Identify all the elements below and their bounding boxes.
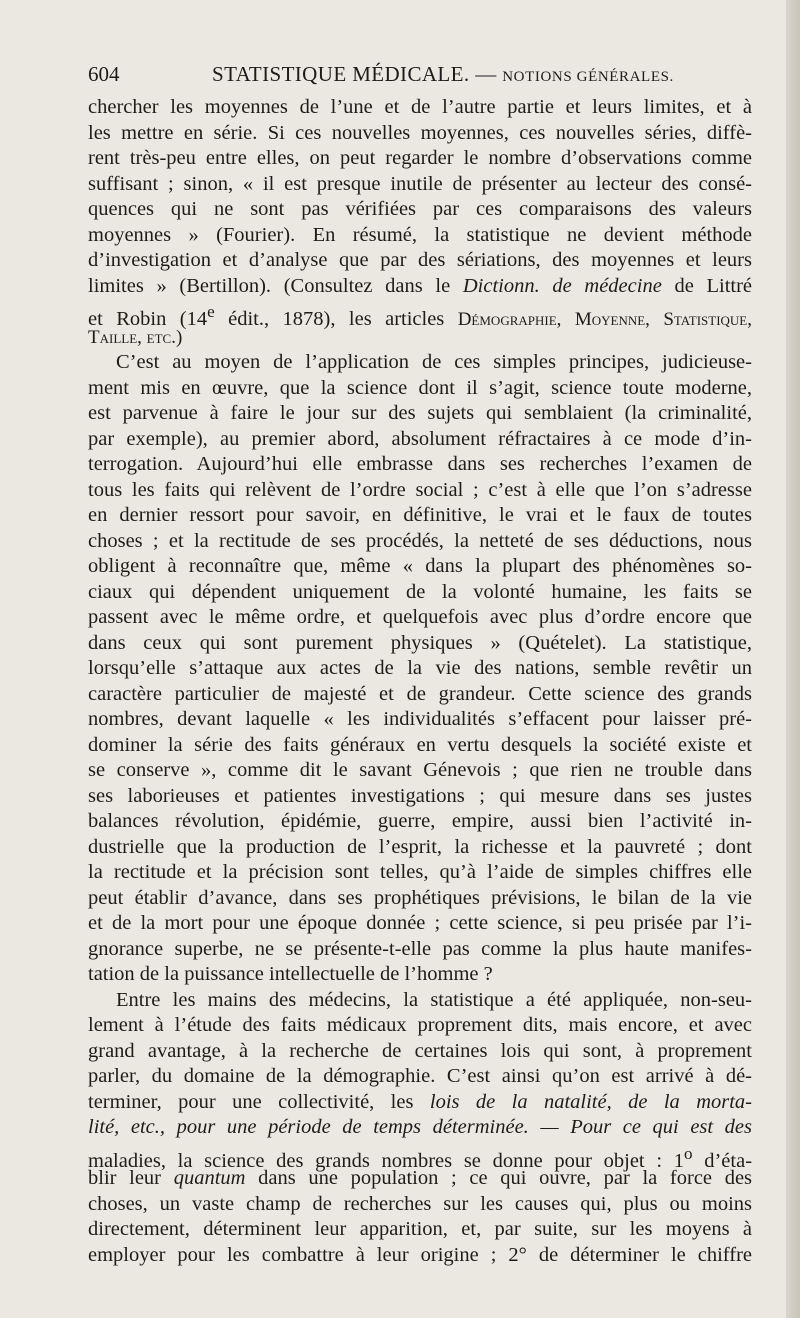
text-line: dans ceux qui sont purement physiques » (Quételet). La statistique, <box>88 631 752 654</box>
text-line: choses, un vaste champ de recherches sur les causes qui, plus ou moins <box>88 1192 752 1215</box>
text-line: chercher les moyennes de l’une et de l’autre partie et leurs limites, et à <box>88 96 752 118</box>
line-part: et Robin (14 <box>88 307 208 330</box>
text-line: terrogation. Aujourd’hui elle embrasse dans ses recherches l’examen de <box>88 453 752 475</box>
running-title-section: NOTIONS GÉNÉRALES. <box>502 69 674 85</box>
paragraph-start: C’est au moyen de l’application de ces simples principes, judicieuse- <box>116 351 752 373</box>
text-line: gnorance superbe, ne se présente-t-elle pas comme la plus haute manifes- <box>88 937 752 960</box>
text-line: balances révolution, épidémie, guerre, empire, aussi bien l’activité in- <box>88 810 752 832</box>
small-caps-article: Démographie, <box>457 308 562 330</box>
text-line: suffisant ; sinon, « il est presque inutile de présenter au lecteur des consé- <box>88 172 752 195</box>
superscript: o <box>683 1143 693 1163</box>
text-line: les mettre en série. Si ces nouvelles moyennes, ces nouvelles séries, diffè- <box>88 121 752 144</box>
text-line: se conserve », comme dit le savant Génevois ; que rien ne trouble dans <box>88 759 752 781</box>
text-line: dustrielle que la production de l’esprit, la richesse et la pauvreté ; dont <box>88 835 752 858</box>
text-line: lement à l’étude des faits médicaux proprement dits, mais encore, et avec <box>88 1014 752 1036</box>
small-caps-article: Moyenne, <box>574 308 650 330</box>
running-title-dash: — <box>475 62 497 86</box>
text-line: dominer la série des faits généraux en vertu desquels la société existe et <box>88 733 752 756</box>
text-line <box>88 274 752 300</box>
text-line: et de la mort pour une époque donnée ; cette science, si peu prisée par l’i- <box>88 912 752 934</box>
running-head <box>88 58 752 90</box>
text-line <box>88 299 752 330</box>
text-line: choses ; et la rectitude de ses procédés, la netteté de ses déductions, nous <box>88 529 752 552</box>
text-line <box>88 1166 752 1192</box>
text-line: grand avantage, à la recherche de certaines lois qui sont, à proprement <box>88 1039 752 1062</box>
text-line: tation de la puissance intellectuelle de l’homme ? <box>88 963 493 985</box>
body-text <box>88 95 752 1268</box>
text-line: parler, du domaine de la démographie. C’est ainsi qu’on est arrivé à dé- <box>88 1065 752 1087</box>
line-part: limites » (Bertillon). (Consultez dans le <box>88 274 451 297</box>
text-line: est parvenue à faire le jour sur des sujets qui semblaient (la criminalité, <box>88 402 752 424</box>
italic-phrase: lité, etc., pour une période de temps déterminée. — Pour ce qui est des <box>88 1116 752 1138</box>
text-line: peut établir d’avance, dans ses prophétiques prévisions, le bilan de la vie <box>88 886 752 909</box>
text-line: Taille, etc.) <box>88 326 183 348</box>
page-edge <box>786 0 800 1318</box>
line-part: de Littré <box>674 274 753 297</box>
line-part: édit., 1878), les articles <box>228 307 445 330</box>
line-part: terminer, pour une collectivité, les <box>88 1090 414 1113</box>
text-line: ciaux qui dépendent uniquement de la volonté humaine, les faits se <box>88 580 752 603</box>
text-line: en dernier ressort pour savoir, en définitive, le vrai et le faux de toutes <box>88 504 752 526</box>
text-line: employer pour les combattre à leur origine ; 2° de déterminer le chiffre <box>88 1243 752 1266</box>
text-line: tous les faits qui relèvent de l’ordre social ; c’est à elle que l’on s’adresse <box>88 478 752 501</box>
line-part: dans une population ; ce qui ouvre, par la force des <box>258 1167 753 1189</box>
line-part: d’éta- <box>704 1149 753 1172</box>
text-line <box>88 1090 752 1116</box>
text-line: directement, déterminent leur apparition, et, par suite, sur les moyens à <box>88 1218 752 1240</box>
text-line: rent très-peu entre elles, on peut regarder le nombre d’observations comme <box>88 147 752 169</box>
text-line: d’investigation et d’analyse que par des sériations, des moyennes et leurs <box>88 249 752 271</box>
text-line: ment mis en œuvre, que la science dont il s’agit, science toute moderne, <box>88 376 752 399</box>
text-line: passent avec le même ordre, et quelquefois avec plus d’ordre encore que <box>88 606 752 628</box>
superscript: e <box>207 302 215 321</box>
text-line: lorsqu’elle s’attaque aux actes de la vie des nations, semble revêtir un <box>88 657 752 679</box>
text-line <box>88 1141 753 1172</box>
line-part: blir leur <box>88 1167 162 1189</box>
text-line: par exemple), au premier abord, absolument réfractaires à ce mode d’in- <box>88 427 752 450</box>
text-line: moyennes » (Fourier). En résumé, la statistique ne devient méthode <box>88 223 752 246</box>
page-number: 604 <box>88 62 120 86</box>
line-part: maladies, la science des grands nombres se donne pour objet : 1 <box>88 1149 684 1172</box>
italic-word: quantum <box>173 1167 246 1189</box>
running-title <box>212 58 674 93</box>
text-line: ses laborieuses et patientes investigations ; qui mesure dans ses justes <box>88 784 752 807</box>
text-line: la rectitude et la précision sont telles, qu’à l’aide de simples chiffres elle <box>88 861 752 883</box>
text-line: obligent à reconnaître que, même « dans la plupart des phénomènes so- <box>88 555 752 577</box>
italic-phrase: lois de la natalité, de la morta- <box>429 1090 753 1113</box>
running-title-main: STATISTIQUE MÉDICALE. <box>212 62 470 86</box>
italic-title: Dictionn. de médecine <box>462 274 662 297</box>
text-line: quences qui ne sont pas vérifiées par ces comparaisons des valeurs <box>88 198 752 220</box>
text-line <box>88 1115 752 1141</box>
paragraph-start: Entre les mains des médecins, la statistique a été appliquée, non-seu- <box>116 988 752 1011</box>
text-line: caractère particulier de majesté et de grandeur. Cette science des grands <box>88 682 752 705</box>
text-line: nombres, devant laquelle « les individualités s’effacent pour laisser pré- <box>88 708 752 730</box>
small-caps-article: Statistique, <box>663 308 752 330</box>
